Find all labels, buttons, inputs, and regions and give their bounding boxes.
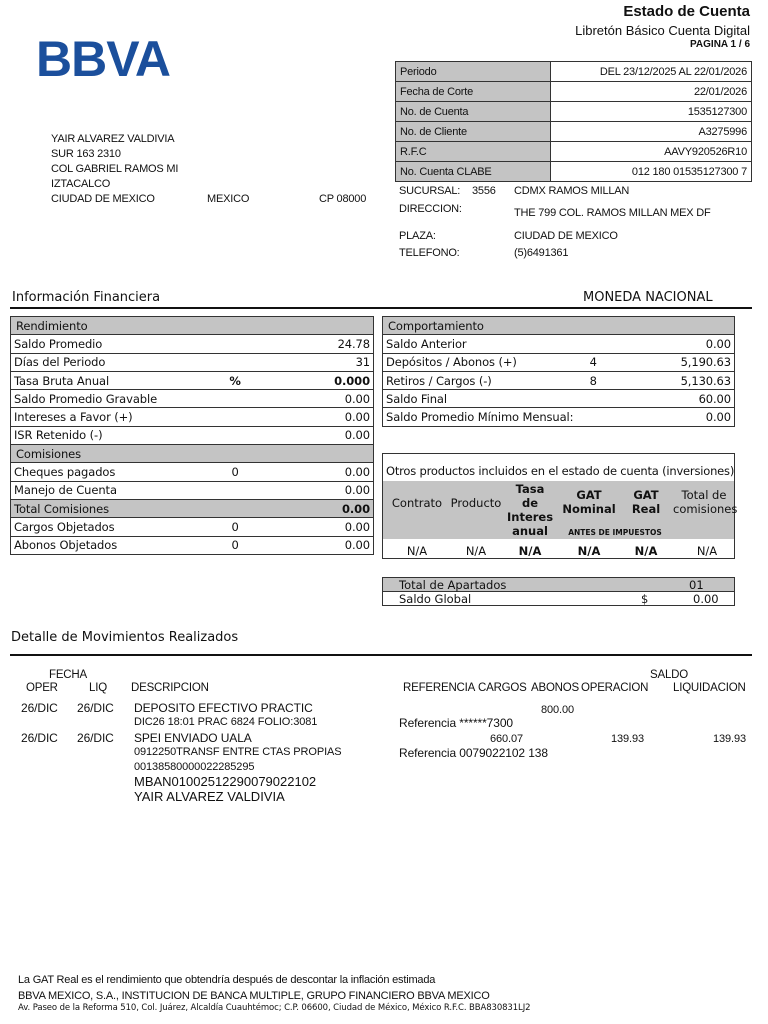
direccion-label: DIRECCION: (399, 203, 462, 215)
company-name: BBVA MEXICO, S.A., INSTITUCION DE BANCA MULTIPLE, GRUPO FINANCIERO BBVA MEXICO (18, 990, 490, 1002)
row-value: 0.00 (260, 536, 374, 554)
movement-reference: Referencia ******7300 (399, 716, 513, 730)
section-divider (10, 307, 752, 309)
movement-description: SPEI ENVIADO UALA (134, 731, 252, 745)
row-label: Total Comisiones (11, 499, 260, 517)
info-value: A3275996 (551, 122, 752, 142)
table-row (11, 463, 374, 481)
comportamiento-table (382, 316, 735, 427)
table-row (383, 353, 735, 371)
movement-detail: 0912250TRANSF ENTRE CTAS PROPIAS (134, 746, 342, 758)
row-mid (210, 390, 260, 408)
col-liquidacion: LIQUIDACION (673, 682, 746, 694)
row-label: ISR Retenido (-) (11, 426, 211, 444)
col-liq: LIQ (89, 682, 107, 694)
row-value: 60.00 (614, 390, 734, 408)
financial-section-title: Información Financiera (12, 290, 161, 305)
row-mid (210, 481, 260, 499)
info-row-clabe (396, 162, 752, 182)
account-info-table (395, 61, 752, 182)
movement-oper-date: 26/DIC (21, 731, 58, 745)
page-number: PAGINA 1 / 6 (689, 39, 750, 50)
row-label: Cargos Objetados (11, 518, 211, 536)
row-mid (210, 408, 260, 426)
row-mid (572, 390, 614, 408)
info-value: AAVY920526R10 (551, 142, 752, 162)
apartados-box (382, 577, 735, 606)
plaza-label: PLAZA: (399, 230, 436, 242)
sucursal-label: SUCURSAL: (399, 185, 461, 197)
movement-oper-date: 26/DIC (21, 701, 58, 715)
row-value: 31 (260, 353, 374, 371)
section-divider (10, 654, 752, 656)
antes-impuestos-label: ANTES DE IMPUESTOS (568, 528, 662, 537)
comisiones-header: Comisiones (11, 445, 374, 463)
saldo-global-currency: $ (641, 592, 649, 606)
col-fecha: FECHA (49, 669, 87, 681)
col-operacion: OPERACION (581, 682, 649, 694)
info-label: No. de Cuenta (396, 102, 551, 122)
plaza-value: CIUDAD DE MEXICO (514, 230, 618, 242)
row-label: Saldo Promedio (11, 335, 211, 353)
movement-liq-date: 26/DIC (77, 701, 114, 715)
rendimiento-table (10, 316, 374, 555)
otros-productos-box (382, 453, 738, 559)
col-saldo: SALDO (650, 669, 688, 681)
col-tasa: Tasa de Interes anual (507, 482, 554, 538)
otros-value: N/A (406, 544, 428, 558)
row-value: 0.00 (260, 426, 374, 444)
table-row (11, 408, 374, 426)
row-mid: 8 (572, 371, 614, 389)
row-mid (210, 353, 260, 371)
row-mid: 0 (210, 518, 260, 536)
row-mid: 0 (210, 536, 260, 554)
info-label: No. de Cliente (396, 122, 551, 142)
table-row (383, 371, 735, 389)
table-row (383, 408, 735, 426)
col-total-comisiones: Total de comisiones (673, 488, 738, 516)
movement-detail: YAIR ALVAREZ VALDIVIA (134, 789, 285, 804)
rendimiento-header: Rendimiento (11, 317, 374, 335)
gat-note: La GAT Real es el rendimiento que obtendría después de descontar la inflación estimada (18, 974, 436, 986)
movement-liq-date: 26/DIC (77, 731, 114, 745)
movement-cargo: 660.07 (490, 733, 524, 745)
movement-saldo-operacion: 139.93 (611, 733, 645, 745)
otros-value: N/A (518, 544, 542, 558)
table-row (11, 353, 374, 371)
row-value: 0.000 (260, 371, 374, 389)
row-value: 5,130.63 (614, 371, 734, 389)
col-referencia: REFERENCIA (403, 682, 476, 694)
otros-productos-title: Otros productos incluidos en el estado de cuenta (inversiones) (386, 464, 735, 478)
table-row (11, 518, 374, 536)
info-label: Fecha de Corte (396, 82, 551, 102)
customer-municipality: IZTACALCO (51, 178, 111, 190)
info-label: Periodo (396, 62, 551, 82)
telefono-value: (5)6491361 (514, 247, 569, 259)
movements-section-title: Detalle de Movimientos Realizados (11, 630, 239, 645)
row-value: 0.00 (260, 390, 374, 408)
row-mid: 0 (210, 463, 260, 481)
row-value: 0.00 (260, 481, 374, 499)
comportamiento-header: Comportamiento (383, 317, 735, 335)
document-title: Estado de Cuenta (623, 3, 750, 20)
table-row (11, 426, 374, 444)
col-cargos: CARGOS (478, 682, 527, 694)
col-oper: OPER (26, 682, 58, 694)
row-label: Saldo Promedio Gravable (11, 390, 211, 408)
row-mid (210, 426, 260, 444)
currency-label: MONEDA NACIONAL (583, 290, 713, 305)
telefono-label: TELEFONO: (399, 247, 460, 259)
info-label: R.F.C (396, 142, 551, 162)
sucursal-name: CDMX RAMOS MILLAN (514, 185, 630, 197)
table-row (11, 481, 374, 499)
row-label: Manejo de Cuenta (11, 481, 211, 499)
total-apartados-value: 01 (689, 578, 704, 592)
row-mid: 4 (572, 353, 614, 371)
saldo-global-value: 0.00 (693, 592, 719, 606)
movement-description: DEPOSITO EFECTIVO PRACTIC (134, 701, 313, 715)
row-label: Saldo Final (383, 390, 573, 408)
movement-detail: DIC26 18:01 PRAC 6824 FOLIO:3081 (134, 716, 318, 728)
row-label: Saldo Promedio Mínimo Mensual: (383, 408, 615, 426)
table-row (11, 335, 374, 353)
table-row (11, 390, 374, 408)
row-mid (572, 335, 614, 353)
col-gat-nominal: GAT Nominal (562, 488, 616, 516)
otros-value: N/A (634, 544, 658, 558)
row-label: Tasa Bruta Anual (11, 371, 211, 389)
row-value: 0.00 (260, 408, 374, 426)
info-label: No. Cuenta CLABE (396, 162, 551, 182)
col-descripcion: DESCRIPCION (131, 682, 209, 694)
col-contrato: Contrato (391, 496, 443, 510)
row-value: 0.00 (260, 518, 374, 536)
customer-city: CIUDAD DE MEXICO (51, 193, 155, 205)
row-value: 5,190.63 (614, 353, 734, 371)
total-comisiones-row (11, 499, 374, 517)
row-label: Saldo Anterior (383, 335, 573, 353)
movement-detail: MBAN01002512290079022102 (134, 774, 317, 789)
otros-value: N/A (577, 544, 601, 558)
row-mid: % (210, 371, 260, 389)
row-label: Depósitos / Abonos (+) (383, 353, 573, 371)
total-apartados-label: Total de Apartados (399, 578, 507, 592)
col-gat-real: GAT Real (631, 488, 661, 516)
document-subtitle: Libretón Básico Cuenta Digital (575, 23, 750, 38)
table-row (383, 390, 735, 408)
customer-colony: COL GABRIEL RAMOS MI (51, 163, 179, 175)
info-row-rfc (396, 142, 752, 162)
col-producto: Producto (450, 496, 502, 510)
otros-value: N/A (696, 544, 718, 558)
row-value: 0.00 (260, 499, 374, 517)
info-row-cuenta (396, 102, 752, 122)
info-row-fecha-corte (396, 82, 752, 102)
movement-reference: Referencia 0079022102 138 (399, 746, 548, 760)
row-label: Abonos Objetados (11, 536, 211, 554)
info-value: 22/01/2026 (551, 82, 752, 102)
info-value: 1535127300 (551, 102, 752, 122)
movement-detail: 00138580000022285295 (134, 761, 255, 773)
otros-value: N/A (465, 544, 487, 558)
row-label: Intereses a Favor (+) (11, 408, 211, 426)
customer-name: YAIR ALVAREZ VALDIVIA (51, 133, 175, 145)
bbva-logo: BBVA (36, 31, 170, 87)
customer-zip: CP 08000 (319, 193, 367, 205)
row-label: Cheques pagados (11, 463, 211, 481)
sucursal-number: 3556 (472, 185, 496, 197)
movement-abono: 800.00 (541, 704, 575, 716)
info-value: 012 180 01535127300 7 (551, 162, 752, 182)
col-abonos: ABONOS (531, 682, 580, 694)
company-address: Av. Paseo de la Reforma 510, Col. Juárez, Alcaldía Cuauhtémoc; C.P. 06600, Ciudad de México, México R.F.C. BBA830831LJ2 (18, 1003, 531, 1013)
row-mid (210, 335, 260, 353)
row-value: 0.00 (614, 335, 734, 353)
row-label: Retiros / Cargos (-) (383, 371, 573, 389)
info-value: DEL 23/12/2025 AL 22/01/2026 (551, 62, 752, 82)
row-value: 24.78 (260, 335, 374, 353)
movement-saldo-liquidacion: 139.93 (713, 733, 747, 745)
table-row (383, 335, 735, 353)
row-label: Días del Periodo (11, 353, 211, 371)
row-value: 0.00 (260, 463, 374, 481)
info-row-cliente (396, 122, 752, 142)
row-value: 0.00 (614, 408, 734, 426)
table-row (11, 536, 374, 554)
direccion-value: THE 799 COL. RAMOS MILLAN MEX DF (514, 207, 711, 219)
customer-street: SUR 163 2310 (51, 148, 121, 160)
saldo-global-label: Saldo Global (399, 592, 472, 606)
customer-state: MEXICO (207, 193, 250, 205)
table-row (11, 371, 374, 389)
info-row-periodo (396, 62, 752, 82)
